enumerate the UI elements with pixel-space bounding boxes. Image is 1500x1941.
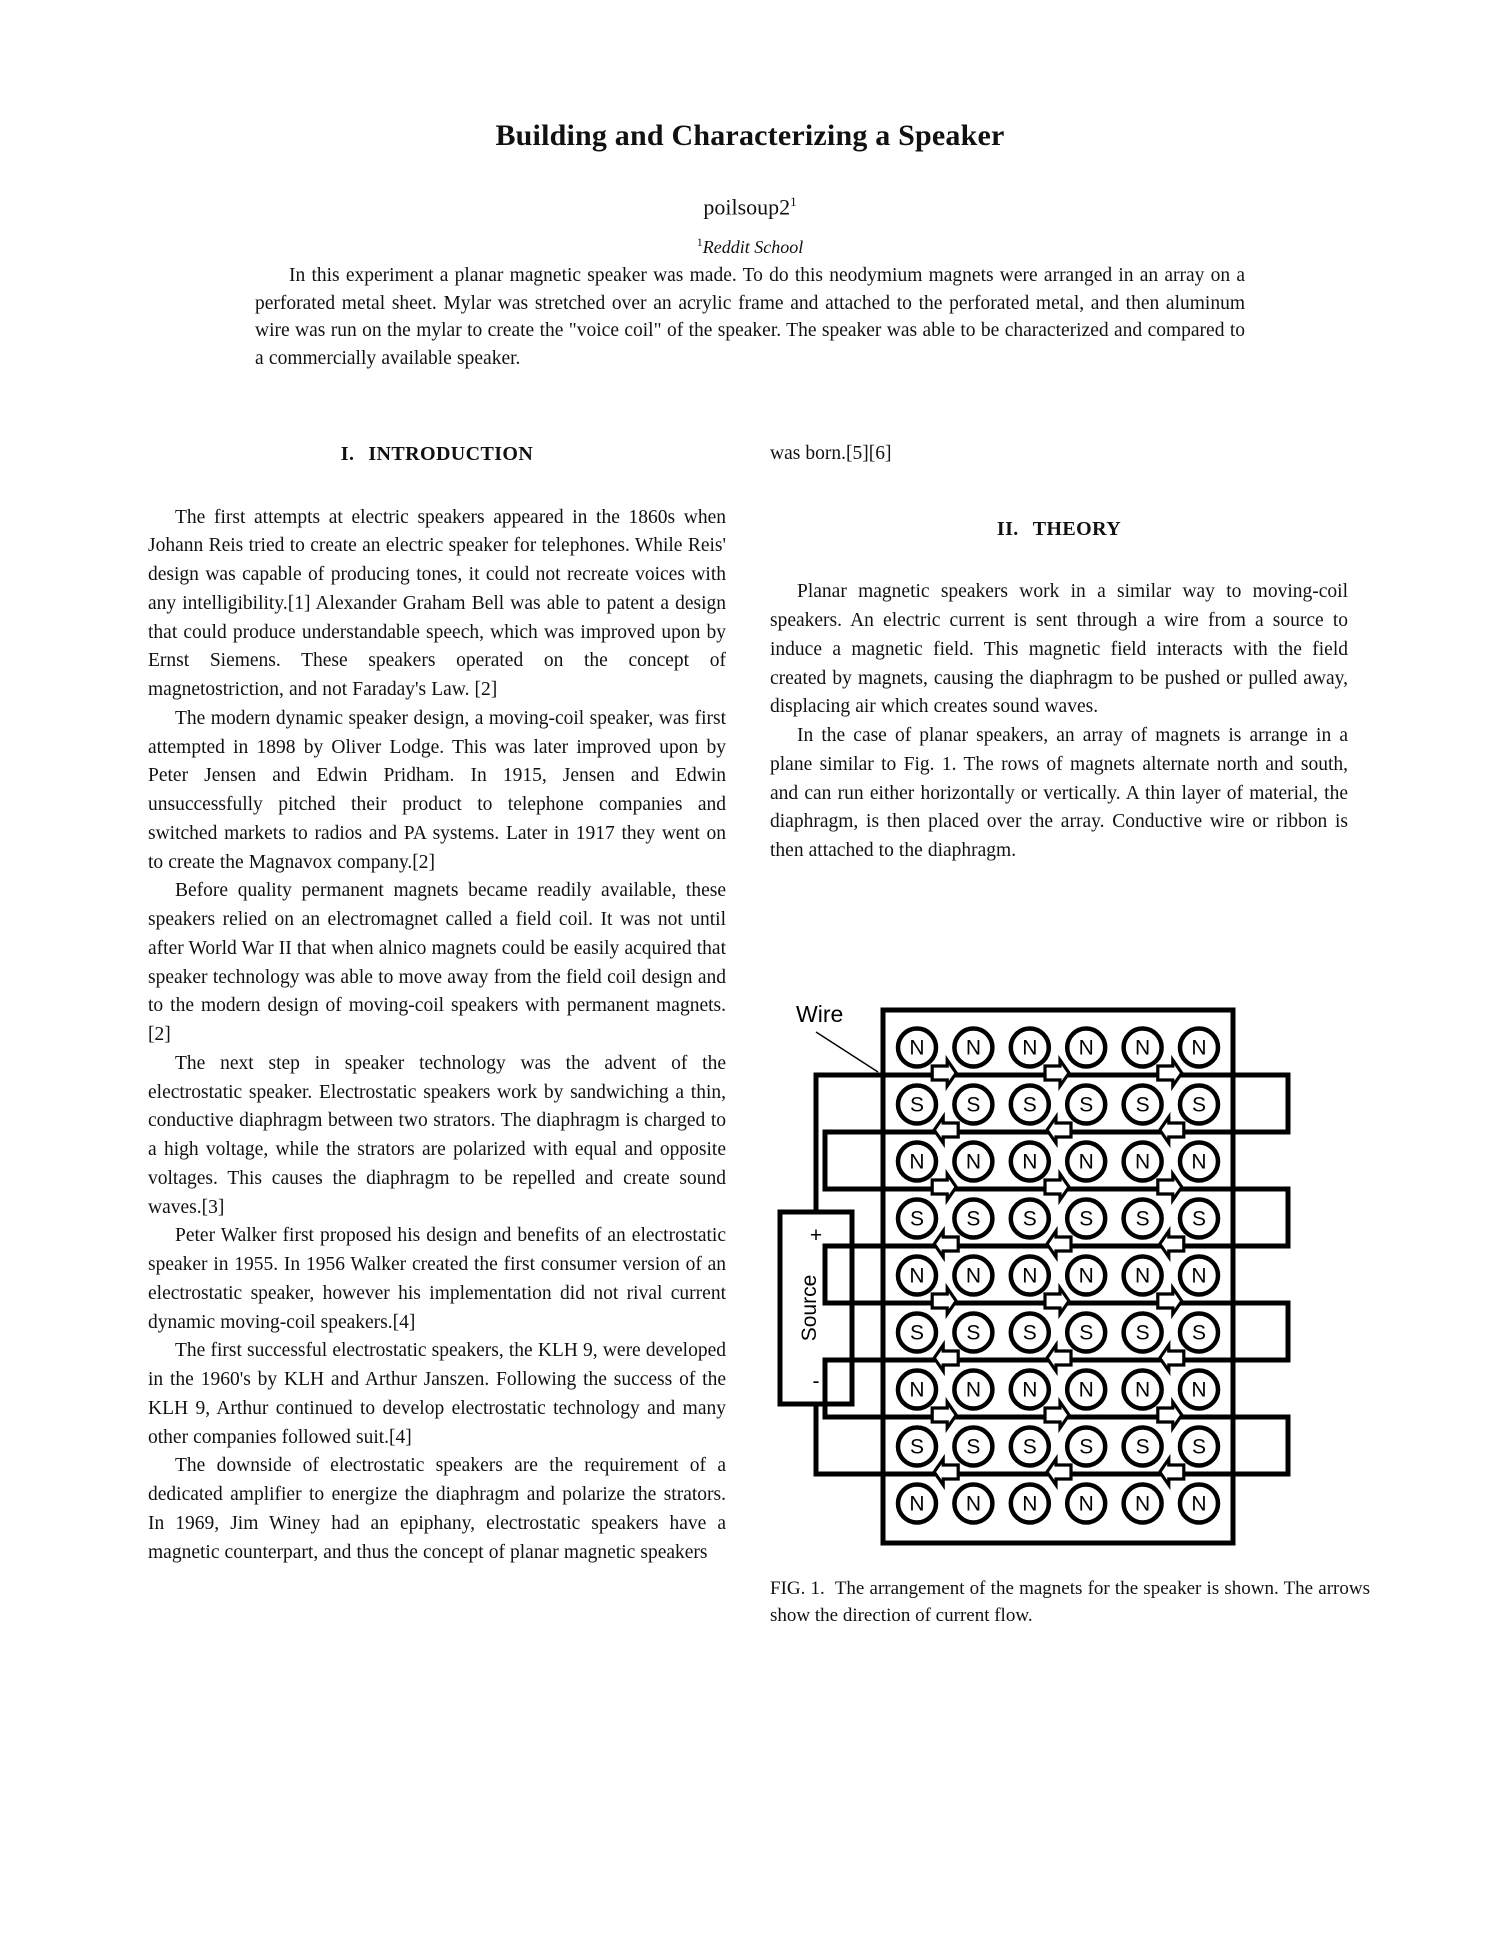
magnet-pole-label: N: [909, 1036, 925, 1060]
magnet-pole-label: S: [1135, 1093, 1150, 1117]
paper-masthead: [150, 118, 1350, 258]
paragraph: Planar magnetic speakers work in a similar way to moving-coil speakers. An electric current is sent through a wire from a source to induce a magnetic field. This magnetic field interacts with the field created by magnets, causing the diaphragm to be pushed or pulled away, displacing air which creates sound waves.: [770, 581, 1348, 718]
magnet-pole-label: N: [1191, 1378, 1207, 1402]
magnet-pole-label: N: [1135, 1264, 1151, 1288]
abstract: In this experiment a planar magnetic speaker was made. To do this neodymium magnets were arranged in an array on a perforated metal sheet. Mylar was stretched over an acrylic frame and attached to the perforated metal, and then aluminum wire was run on the mylar to create the "voice coil" of the speaker. The speaker was able to be characterized and compared to a commercially available speaker.: [255, 265, 1245, 370]
magnet-pole-label: N: [1135, 1378, 1151, 1402]
current-direction-arrow: [932, 1060, 956, 1086]
source-label: Source: [798, 1274, 821, 1342]
magnet-pole-label: N: [1135, 1492, 1151, 1516]
page-title: Building and Characterizing a Speaker: [495, 119, 1005, 152]
magnet-pole-label: N: [1022, 1264, 1038, 1288]
current-direction-arrow: [1045, 1288, 1069, 1314]
magnet-pole-label: N: [909, 1378, 925, 1402]
magnet-pole-label: N: [1078, 1264, 1094, 1288]
magnet-pole-label: S: [1022, 1207, 1037, 1231]
current-direction-arrow: [1047, 1459, 1071, 1485]
magnet-pole-label: N: [965, 1378, 981, 1402]
current-direction-arrow: [934, 1345, 958, 1371]
paragraph: Peter Walker first proposed his design and benefits of an electrostatic speaker in 1955. In 1956 Walker created the first consumer version of an electrostatic speaker, however his implementation did not rival current dynamic moving-coil speakers.[4]: [148, 1225, 726, 1333]
magnet-pole-label: S: [909, 1321, 925, 1345]
current-direction-arrow: [934, 1459, 958, 1485]
current-direction-arrow: [1158, 1288, 1182, 1314]
magnet-pole-label: S: [1022, 1435, 1037, 1459]
figure-label: FIG. 1.: [770, 1578, 825, 1599]
current-direction-arrow: [1047, 1231, 1071, 1257]
magnet-pole-label: S: [1079, 1435, 1094, 1459]
paragraph: In the case of planar speakers, an array of magnets is arrange in a plane similar to Fig. 1. The rows of magnets alternate north and south, and can run either horizontally or vertically. A thin layer of material, the diaphragm, is then placed over the array. Conductive wire or ribbon is then attached to the diaphragm.: [770, 725, 1348, 861]
current-direction-arrow: [1045, 1174, 1069, 1200]
affiliation-line: [150, 235, 1350, 259]
magnet-pole-label: N: [965, 1036, 981, 1060]
magnet-pole-label: S: [966, 1093, 981, 1117]
current-direction-arrow: [1160, 1459, 1184, 1485]
current-direction-arrow: [1158, 1402, 1182, 1428]
magnet-pole-label: N: [1191, 1492, 1207, 1516]
paragraph: The modern dynamic speaker design, a moving-coil speaker, was first attempted in 1898 by Oliver Lodge. This was later improved upon by Peter Jensen and Edwin Pridham. In 1915, Jensen and Edwin unsuccessfully pitched their product to telephone companies and switched markets to radios and PA systems. Later in 1917 they went on to create the Magnavox company.[2]: [148, 707, 726, 873]
figure-1: [770, 990, 1370, 1629]
magnet-pole-label: S: [1191, 1321, 1207, 1345]
column-right: [770, 440, 1348, 866]
current-direction-arrow: [1047, 1345, 1071, 1371]
wire-turn-right: [1271, 1303, 1288, 1360]
paragraph: The next step in speaker technology was the advent of the electrostatic speaker. Electrostatic speakers work by sandwiching a thin, conductive diaphragm between two strators. The diaphragm is charged to a high voltage, while the strators are polarized with equal and opposite voltages. This causes the diaphragm to be repelled and create sound waves.[3]: [148, 1052, 726, 1218]
magnet-pole-label: S: [1191, 1093, 1207, 1117]
section-title: THEORY: [1032, 517, 1122, 540]
magnet-pole-label: N: [1078, 1036, 1094, 1060]
magnet-pole-label: S: [909, 1207, 925, 1231]
magnet-pole-label: S: [966, 1207, 981, 1231]
magnet-pole-label: S: [1191, 1207, 1207, 1231]
wire-turn-left: [825, 1246, 843, 1303]
magnet-pole-label: S: [1135, 1207, 1150, 1231]
wire-turn-right: [1271, 1189, 1288, 1246]
magnet-pole-label: S: [909, 1435, 925, 1459]
figure-caption: [770, 1576, 1370, 1629]
magnet-pole-label: S: [1135, 1321, 1150, 1345]
current-direction-arrow: [1047, 1117, 1071, 1143]
magnet-pole-label: S: [1191, 1435, 1207, 1459]
current-direction-arrow: [1160, 1117, 1184, 1143]
magnet-pole-label: N: [1191, 1036, 1207, 1060]
magnet-pole-label: S: [966, 1435, 981, 1459]
magnet-pole-label: S: [966, 1321, 981, 1345]
magnet-pole-label: N: [1022, 1492, 1038, 1516]
magnet-pole-label: S: [1135, 1435, 1150, 1459]
magnet-pole-label: N: [909, 1150, 925, 1174]
magnet-pole-label: N: [1078, 1150, 1094, 1174]
source-minus-label: -: [812, 1370, 820, 1393]
wire-label: Wire: [796, 1001, 844, 1027]
paragraph: The downside of electrostatic speakers are the requirement of a dedicated amplifier to energize the diaphragm and polarize the strators. In 1969, Jim Winey had an epiphany, electrostatic speakers have a magnetic counterpart, and thus the concept of planar magnetic speakers: [148, 1455, 726, 1563]
current-direction-arrow: [1045, 1060, 1069, 1086]
affiliation-marker: 1: [696, 234, 703, 249]
magnet-pole-label: N: [1078, 1492, 1094, 1516]
magnet-pole-label: S: [1079, 1321, 1094, 1345]
section-heading-introduction: [148, 440, 726, 470]
magnet-pole-label: S: [1079, 1207, 1094, 1231]
current-direction-arrow: [1045, 1402, 1069, 1428]
magnet-pole-label: N: [1078, 1378, 1094, 1402]
current-direction-arrow: [1160, 1345, 1184, 1371]
section-number: I.: [340, 443, 355, 465]
magnet-pole-label: N: [1135, 1150, 1151, 1174]
magnet-pole-label: N: [965, 1492, 981, 1516]
magnet-pole-label: N: [909, 1264, 925, 1288]
source-plus-label: +: [809, 1224, 823, 1247]
magnet-pole-label: N: [1191, 1150, 1207, 1174]
current-direction-arrow: [932, 1402, 956, 1428]
current-direction-arrow: [1158, 1174, 1182, 1200]
column-spacer: [770, 469, 1348, 515]
magnet-pole-label: N: [1022, 1036, 1038, 1060]
paragraph-continuation: was born.[5][6]: [770, 443, 892, 464]
wire-turn-right: [1271, 1075, 1288, 1132]
magnet-pole-label: N: [965, 1264, 981, 1288]
current-direction-arrow: [934, 1231, 958, 1257]
magnet-array-diagram: [770, 990, 1370, 1560]
magnet-pole-label: N: [1135, 1036, 1151, 1060]
author-line: [150, 194, 1350, 221]
section-number: II.: [996, 517, 1019, 540]
column-left: [148, 440, 726, 1567]
magnet-pole-label: N: [965, 1150, 981, 1174]
magnet-pole-label: N: [909, 1492, 925, 1516]
paragraph: The first attempts at electric speakers appeared in the 1860s when Johann Reis tried to create an electric speaker for telephones. While Reis' design was capable of producing tones, it could not recreate voices with any intelligibility.[1] Alexander Graham Bell was able to patent a design that could produce understandable speech, which was improved upon by Ernst Siemens. These speakers operated on the concept of magnetostriction, and not Faraday's Law. [2]: [148, 506, 726, 700]
current-direction-arrow: [932, 1174, 956, 1200]
magnet-pole-label: N: [1191, 1264, 1207, 1288]
affiliation-name: Reddit School: [702, 236, 804, 257]
magnet-pole-label: S: [1079, 1093, 1094, 1117]
section-title: INTRODUCTION: [368, 443, 534, 465]
current-direction-arrow: [932, 1288, 956, 1314]
current-direction-arrow: [1158, 1060, 1182, 1086]
current-direction-arrow: [934, 1117, 958, 1143]
section-heading-theory: [770, 515, 1348, 545]
magnet-pole-label: N: [1022, 1378, 1038, 1402]
wire-turn-left: [825, 1132, 843, 1189]
wire-turn-left: [825, 1360, 843, 1417]
magnet-pole-label: N: [1022, 1150, 1038, 1174]
paragraph: Before quality permanent magnets became readily available, these speakers relied on an electromagnet called a field coil. It was not until after World War II that when alnico magnets could be easily acquired that speaker technology was able to move away from the field coil design and to the modern design of moving-coil speakers with permanent magnets.[2]: [148, 880, 726, 1045]
magnet-pole-label: S: [1022, 1093, 1037, 1117]
magnet-pole-label: S: [1022, 1321, 1037, 1345]
author-name: poilsoup2: [703, 194, 791, 220]
wire-turn-right: [1271, 1417, 1288, 1474]
paragraph: The first successful electrostatic speakers, the KLH 9, were developed in the 1960's by KLH and Arthur Janszen. Following the success of the KLH 9, Arthur continued to develop electrostatic technology and many other companies followed suit.[4]: [148, 1340, 726, 1448]
author-affiliation-marker: 1: [790, 194, 797, 209]
figure-caption-text: The arrangement of the magnets for the speaker is shown. The arrows show the direction of current flow.: [770, 1578, 1370, 1626]
magnet-pole-label: S: [909, 1093, 925, 1117]
current-direction-arrow: [1160, 1231, 1184, 1257]
wire-leader-line: [816, 1032, 878, 1072]
